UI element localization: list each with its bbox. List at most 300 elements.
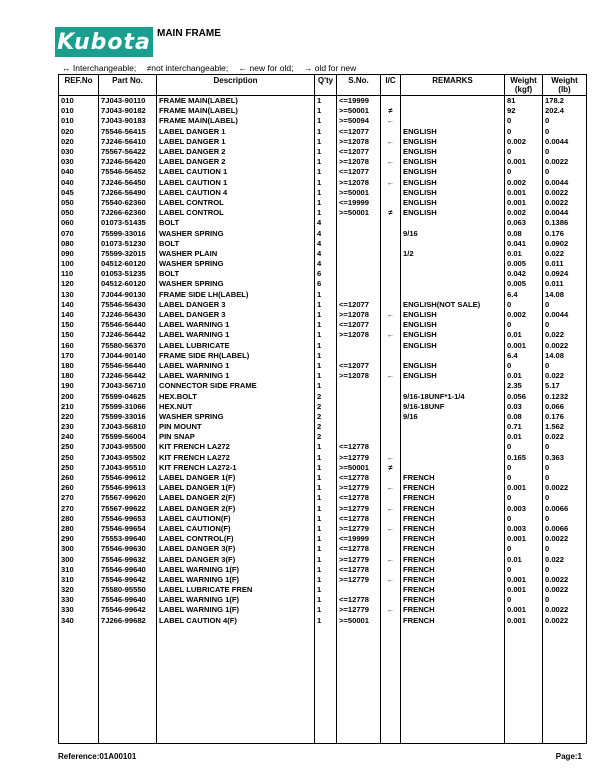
cell-ref: 040 (59, 167, 99, 177)
cell-sno: >=12779 (337, 554, 381, 564)
cell-part: 75546-99630 (99, 544, 157, 554)
cell-desc: KIT FRENCH LA272 (157, 453, 315, 463)
cell-sno: >=12779 (337, 575, 381, 585)
cell-wlb: 0.1232 (543, 391, 587, 401)
cell-qty: 1 (315, 463, 337, 473)
cell-remarks (401, 259, 505, 269)
cell-part: 75546-56440 (99, 320, 157, 330)
cell-ref: 210 (59, 402, 99, 412)
cell-part: 75599-31066 (99, 402, 157, 412)
cell-qty: 2 (315, 412, 337, 422)
cell-ic (381, 127, 401, 137)
table-row (59, 259, 587, 269)
cell-wkg: 0.002 (505, 137, 543, 147)
legend-new-for-old: ← new for old; (238, 63, 294, 73)
table-row (59, 585, 587, 595)
cell-desc: BOLT (157, 218, 315, 228)
cell-sno: >=12779 (337, 483, 381, 493)
cell-sno (337, 412, 381, 422)
table-row (59, 361, 587, 371)
cell-wlb: 0 (543, 361, 587, 371)
cell-wlb: 0.0022 (543, 575, 587, 585)
cell-qty: 1 (315, 371, 337, 381)
table-row (59, 616, 587, 626)
cell-wkg: 0 (505, 473, 543, 483)
cell-ref: 140 (59, 310, 99, 320)
table-row (59, 351, 587, 361)
table-body (59, 96, 587, 744)
table-row (59, 575, 587, 585)
cell-wlb: 0 (543, 463, 587, 473)
cell-remarks (401, 453, 505, 463)
cell-qty: 1 (315, 178, 337, 188)
cell-qty: 1 (315, 330, 337, 340)
table-row (59, 534, 587, 544)
table-row (59, 483, 587, 493)
cell-desc: WASHER SPRING (157, 228, 315, 238)
table-row (59, 432, 587, 442)
cell-wlb: 0.022 (543, 371, 587, 381)
cell-desc: LABEL DANGER 3(F) (157, 554, 315, 564)
cell-part: 75599-32015 (99, 249, 157, 259)
cell-wkg: 0.002 (505, 178, 543, 188)
cell-remarks: FRENCH (401, 585, 505, 595)
col-desc: Description (157, 75, 315, 96)
cell-sno: >=12078 (337, 371, 381, 381)
cell-part: 7J043-56710 (99, 381, 157, 391)
cell-remarks: FRENCH (401, 605, 505, 615)
col-remarks: REMARKS (401, 75, 505, 96)
cell-sno: >=50001 (337, 208, 381, 218)
cell-wkg: 0.165 (505, 453, 543, 463)
cell-desc: LABEL WARNING 1(F) (157, 575, 315, 585)
cell-wkg: 0 (505, 595, 543, 605)
cell-ic: ← (381, 137, 401, 147)
table-row (59, 157, 587, 167)
cell-remarks: ENGLISH (401, 320, 505, 330)
cell-qty: 1 (315, 351, 337, 361)
cell-ic (381, 432, 401, 442)
cell-ref: 250 (59, 442, 99, 452)
table-row (59, 371, 587, 381)
cell-ref: 070 (59, 228, 99, 238)
cell-desc: CONNECTOR SIDE FRAME (157, 381, 315, 391)
cell-ic (381, 290, 401, 300)
cell-part: 01053-51235 (99, 269, 157, 279)
cell-sno: >=12078 (337, 310, 381, 320)
cell-part: 75599-33016 (99, 412, 157, 422)
cell-qty: 1 (315, 473, 337, 483)
cell-ic (381, 300, 401, 310)
cell-sno (337, 228, 381, 238)
cell-wlb: 0 (543, 300, 587, 310)
cell-sno (337, 259, 381, 269)
col-weight-kgf: Weight (kgf) (505, 75, 543, 96)
cell-part: 75599-33016 (99, 228, 157, 238)
cell-desc: LABEL CAUTION 4(F) (157, 616, 315, 626)
cell-part: 75540-62360 (99, 198, 157, 208)
cell-desc: LABEL CAUTION 1 (157, 167, 315, 177)
cell-wkg: 0.001 (505, 341, 543, 351)
cell-sno: >=50001 (337, 106, 381, 116)
cell-wlb: 0.0924 (543, 269, 587, 279)
table-row (59, 330, 587, 340)
cell-wlb: 0 (543, 442, 587, 452)
cell-ic (381, 544, 401, 554)
cell-wkg: 0.001 (505, 198, 543, 208)
cell-part: 7J246-56410 (99, 137, 157, 147)
cell-ic: ← (381, 116, 401, 126)
cell-sno: >=12078 (337, 157, 381, 167)
cell-remarks: ENGLISH (401, 341, 505, 351)
cell-remarks: FRENCH (401, 493, 505, 503)
cell-wkg: 81 (505, 96, 543, 107)
cell-qty: 1 (315, 442, 337, 452)
cell-ref: 190 (59, 381, 99, 391)
cell-wkg: 92 (505, 106, 543, 116)
cell-qty: 1 (315, 514, 337, 524)
cell-sno: >=50001 (337, 463, 381, 473)
cell-ic (381, 259, 401, 269)
cell-wkg: 0.002 (505, 310, 543, 320)
cell-ref: 010 (59, 96, 99, 107)
cell-part: 75546-99642 (99, 575, 157, 585)
cell-remarks (401, 351, 505, 361)
cell-ref: 160 (59, 341, 99, 351)
cell-ic: ← (381, 524, 401, 534)
cell-wkg: 0 (505, 167, 543, 177)
cell-wlb: 0.0066 (543, 524, 587, 534)
kubota-logo (55, 27, 153, 57)
table-row (59, 463, 587, 473)
cell-wlb: 0.0022 (543, 341, 587, 351)
cell-ic (381, 473, 401, 483)
cell-wkg: 0.005 (505, 279, 543, 289)
cell-ref: 100 (59, 259, 99, 269)
cell-desc: WASHER PLAIN (157, 249, 315, 259)
cell-remarks (401, 269, 505, 279)
cell-ic: ≠ (381, 106, 401, 116)
cell-desc: LABEL CAUTION(F) (157, 524, 315, 534)
table-row (59, 422, 587, 432)
cell-remarks: FRENCH (401, 616, 505, 626)
cell-desc: LABEL WARNING 1 (157, 320, 315, 330)
cell-ic: ≠ (381, 208, 401, 218)
table-row (59, 290, 587, 300)
cell-wkg: 0 (505, 442, 543, 452)
cell-ic (381, 514, 401, 524)
cell-wlb: 0.176 (543, 412, 587, 422)
cell-part: 7J266-99682 (99, 616, 157, 626)
cell-desc: LABEL LUBRICATE FREN (157, 585, 315, 595)
cell-wkg: 0.001 (505, 157, 543, 167)
cell-wlb: 0.0022 (543, 157, 587, 167)
cell-part: 75546-99612 (99, 473, 157, 483)
cell-ic (381, 585, 401, 595)
table-row (59, 402, 587, 412)
cell-wlb: 0 (543, 493, 587, 503)
table-row (59, 453, 587, 463)
cell-ref: 130 (59, 290, 99, 300)
table-row (59, 310, 587, 320)
cell-ic (381, 239, 401, 249)
cell-ic (381, 167, 401, 177)
cell-sno: <=12077 (337, 127, 381, 137)
cell-wkg: 0.01 (505, 371, 543, 381)
legend-not-interchangeable: ≠not interchangeable; (146, 63, 229, 73)
cell-ref: 090 (59, 249, 99, 259)
cell-sno: <=12077 (337, 147, 381, 157)
cell-ic (381, 218, 401, 228)
cell-qty: 1 (315, 544, 337, 554)
cell-ref: 280 (59, 524, 99, 534)
cell-remarks: 9/16-18UNF*1-1/4 (401, 391, 505, 401)
cell-ref: 050 (59, 208, 99, 218)
cell-ref: 180 (59, 371, 99, 381)
cell-qty: 1 (315, 320, 337, 330)
cell-ic (381, 412, 401, 422)
cell-ref: 270 (59, 504, 99, 514)
cell-ref: 170 (59, 351, 99, 361)
cell-remarks: ENGLISH (401, 371, 505, 381)
cell-remarks: FRENCH (401, 575, 505, 585)
cell-remarks: ENGLISH (401, 198, 505, 208)
cell-wkg: 0.08 (505, 228, 543, 238)
cell-part: 75553-99640 (99, 534, 157, 544)
cell-ic (381, 228, 401, 238)
cell-qty: 1 (315, 96, 337, 107)
cell-sno (337, 239, 381, 249)
cell-sno: <=12778 (337, 473, 381, 483)
cell-remarks (401, 463, 505, 473)
cell-part: 7J266-56490 (99, 188, 157, 198)
cell-wlb: 0.0022 (543, 534, 587, 544)
cell-desc: LABEL CAUTION(F) (157, 514, 315, 524)
cell-qty: 4 (315, 228, 337, 238)
cell-wlb: 0.1386 (543, 218, 587, 228)
cell-part: 75567-56422 (99, 147, 157, 157)
cell-ref: 270 (59, 493, 99, 503)
cell-sno: >=12779 (337, 524, 381, 534)
cell-remarks: ENGLISH(NOT SALE) (401, 300, 505, 310)
cell-ref: 240 (59, 432, 99, 442)
table-row (59, 249, 587, 259)
cell-remarks (401, 239, 505, 249)
table-row (59, 147, 587, 157)
table-row (59, 188, 587, 198)
cell-wlb: 0.0022 (543, 483, 587, 493)
cell-wlb: 0.022 (543, 249, 587, 259)
cell-desc: PIN MOUNT (157, 422, 315, 432)
cell-wlb: 0.022 (543, 432, 587, 442)
cell-sno: >=12779 (337, 453, 381, 463)
cell-qty: 1 (315, 453, 337, 463)
cell-remarks: 9/16 (401, 412, 505, 422)
table-row (59, 605, 587, 615)
cell-qty: 4 (315, 259, 337, 269)
cell-qty: 1 (315, 616, 337, 626)
cell-desc: LABEL WARNING 1 (157, 371, 315, 381)
cell-wlb: 0.022 (543, 554, 587, 564)
cell-wkg: 6.4 (505, 290, 543, 300)
cell-wkg: 0 (505, 493, 543, 503)
cell-desc: LABEL WARNING 1 (157, 361, 315, 371)
cell-remarks: ENGLISH (401, 147, 505, 157)
cell-wlb: 0.0022 (543, 605, 587, 615)
table-row (59, 279, 587, 289)
cell-ic (381, 595, 401, 605)
cell-wlb: 0.011 (543, 279, 587, 289)
cell-wkg: 0.01 (505, 432, 543, 442)
cell-ic: ← (381, 178, 401, 188)
cell-ref: 010 (59, 106, 99, 116)
cell-ref: 310 (59, 565, 99, 575)
cell-wlb: 5.17 (543, 381, 587, 391)
cell-desc: WASHER SPRING (157, 412, 315, 422)
cell-ic: ≠ (381, 463, 401, 473)
cell-ic (381, 493, 401, 503)
cell-qty: 1 (315, 493, 337, 503)
cell-desc: LABEL CONTROL (157, 198, 315, 208)
cell-remarks (401, 432, 505, 442)
cell-ic: ← (381, 504, 401, 514)
cell-desc: LABEL CAUTION 4 (157, 188, 315, 198)
cell-remarks: ENGLISH (401, 330, 505, 340)
cell-sno (337, 218, 381, 228)
table-row (59, 565, 587, 575)
cell-desc: LABEL DANGER 3 (157, 300, 315, 310)
cell-desc: LABEL CONTROL (157, 208, 315, 218)
cell-wlb: 1.562 (543, 422, 587, 432)
table-row (59, 493, 587, 503)
cell-part: 7J043-90110 (99, 96, 157, 107)
cell-qty: 6 (315, 279, 337, 289)
cell-desc: KIT FRENCH LA272 (157, 442, 315, 452)
cell-ic (381, 351, 401, 361)
cell-remarks: ENGLISH (401, 178, 505, 188)
cell-wkg: 0.001 (505, 534, 543, 544)
cell-ref: 120 (59, 279, 99, 289)
cell-remarks: ENGLISH (401, 361, 505, 371)
cell-qty: 2 (315, 391, 337, 401)
cell-ic (381, 361, 401, 371)
cell-wlb: 0.0044 (543, 310, 587, 320)
cell-ref: 280 (59, 514, 99, 524)
cell-ref: 230 (59, 422, 99, 432)
cell-ic (381, 616, 401, 626)
cell-wkg: 0.001 (505, 575, 543, 585)
cell-qty: 1 (315, 198, 337, 208)
table-row (59, 167, 587, 177)
cell-wlb: 0.176 (543, 228, 587, 238)
cell-wlb: 0 (543, 147, 587, 157)
cell-sno (337, 269, 381, 279)
cell-desc: LABEL CAUTION 1 (157, 178, 315, 188)
cell-qty: 1 (315, 554, 337, 564)
table-row (59, 514, 587, 524)
cell-ic: ← (381, 575, 401, 585)
cell-wlb: 0 (543, 116, 587, 126)
cell-qty: 4 (315, 239, 337, 249)
cell-desc: LABEL DANGER 2 (157, 157, 315, 167)
cell-sno: <=19999 (337, 96, 381, 107)
logo-text: Kubota (57, 29, 151, 55)
cell-desc: LABEL DANGER 1 (157, 127, 315, 137)
table-row (59, 473, 587, 483)
cell-sno: >=12078 (337, 137, 381, 147)
cell-ref: 290 (59, 534, 99, 544)
cell-remarks (401, 442, 505, 452)
cell-ref: 020 (59, 137, 99, 147)
cell-wkg: 0.001 (505, 585, 543, 595)
cell-ic (381, 279, 401, 289)
cell-ref: 250 (59, 453, 99, 463)
cell-wlb: 0.363 (543, 453, 587, 463)
cell-remarks: ENGLISH (401, 137, 505, 147)
cell-part: 7J043-95510 (99, 463, 157, 473)
cell-qty: 1 (315, 524, 337, 534)
cell-remarks: FRENCH (401, 595, 505, 605)
cell-desc: BOLT (157, 269, 315, 279)
cell-part: 7J246-56442 (99, 330, 157, 340)
cell-wkg: 0.03 (505, 402, 543, 412)
cell-qty: 2 (315, 432, 337, 442)
cell-remarks: FRENCH (401, 534, 505, 544)
cell-remarks: 9/16-18UNF (401, 402, 505, 412)
cell-part: 75546-99640 (99, 595, 157, 605)
cell-desc: LABEL LUBRICATE (157, 341, 315, 351)
cell-remarks (401, 116, 505, 126)
cell-wlb: 0 (543, 565, 587, 575)
cell-sno (337, 402, 381, 412)
col-part: Part No. (99, 75, 157, 96)
cell-wkg: 0.002 (505, 208, 543, 218)
cell-ref: 150 (59, 320, 99, 330)
cell-ic (381, 269, 401, 279)
table-row (59, 544, 587, 554)
cell-sno: <=12077 (337, 320, 381, 330)
cell-ic: ← (381, 453, 401, 463)
cell-part: 75546-56430 (99, 300, 157, 310)
cell-part: 75580-95550 (99, 585, 157, 595)
cell-desc: HEX.NUT (157, 402, 315, 412)
cell-ref: 220 (59, 412, 99, 422)
cell-part: 7J246-56420 (99, 157, 157, 167)
cell-qty: 1 (315, 290, 337, 300)
cell-wlb: 0.0044 (543, 178, 587, 188)
parts-table (58, 74, 587, 744)
cell-wkg: 0 (505, 320, 543, 330)
page-title: MAIN FRAME (157, 28, 221, 39)
cell-ic (381, 320, 401, 330)
cell-remarks (401, 279, 505, 289)
table-row (59, 198, 587, 208)
cell-ic: ← (381, 554, 401, 564)
cell-ref: 340 (59, 616, 99, 626)
cell-ref: 300 (59, 544, 99, 554)
cell-ic (381, 96, 401, 107)
table-row (59, 300, 587, 310)
cell-sno: >=12078 (337, 330, 381, 340)
cell-remarks (401, 106, 505, 116)
cell-desc: FRAME MAIN(LABEL) (157, 96, 315, 107)
table-row (59, 208, 587, 218)
cell-part: 7J246-56450 (99, 178, 157, 188)
cell-desc: WASHER SPRING (157, 259, 315, 269)
legend-interchangeable: ↔ Interchangeable; (62, 63, 137, 73)
cell-ic: ← (381, 330, 401, 340)
cell-wkg: 0.71 (505, 422, 543, 432)
